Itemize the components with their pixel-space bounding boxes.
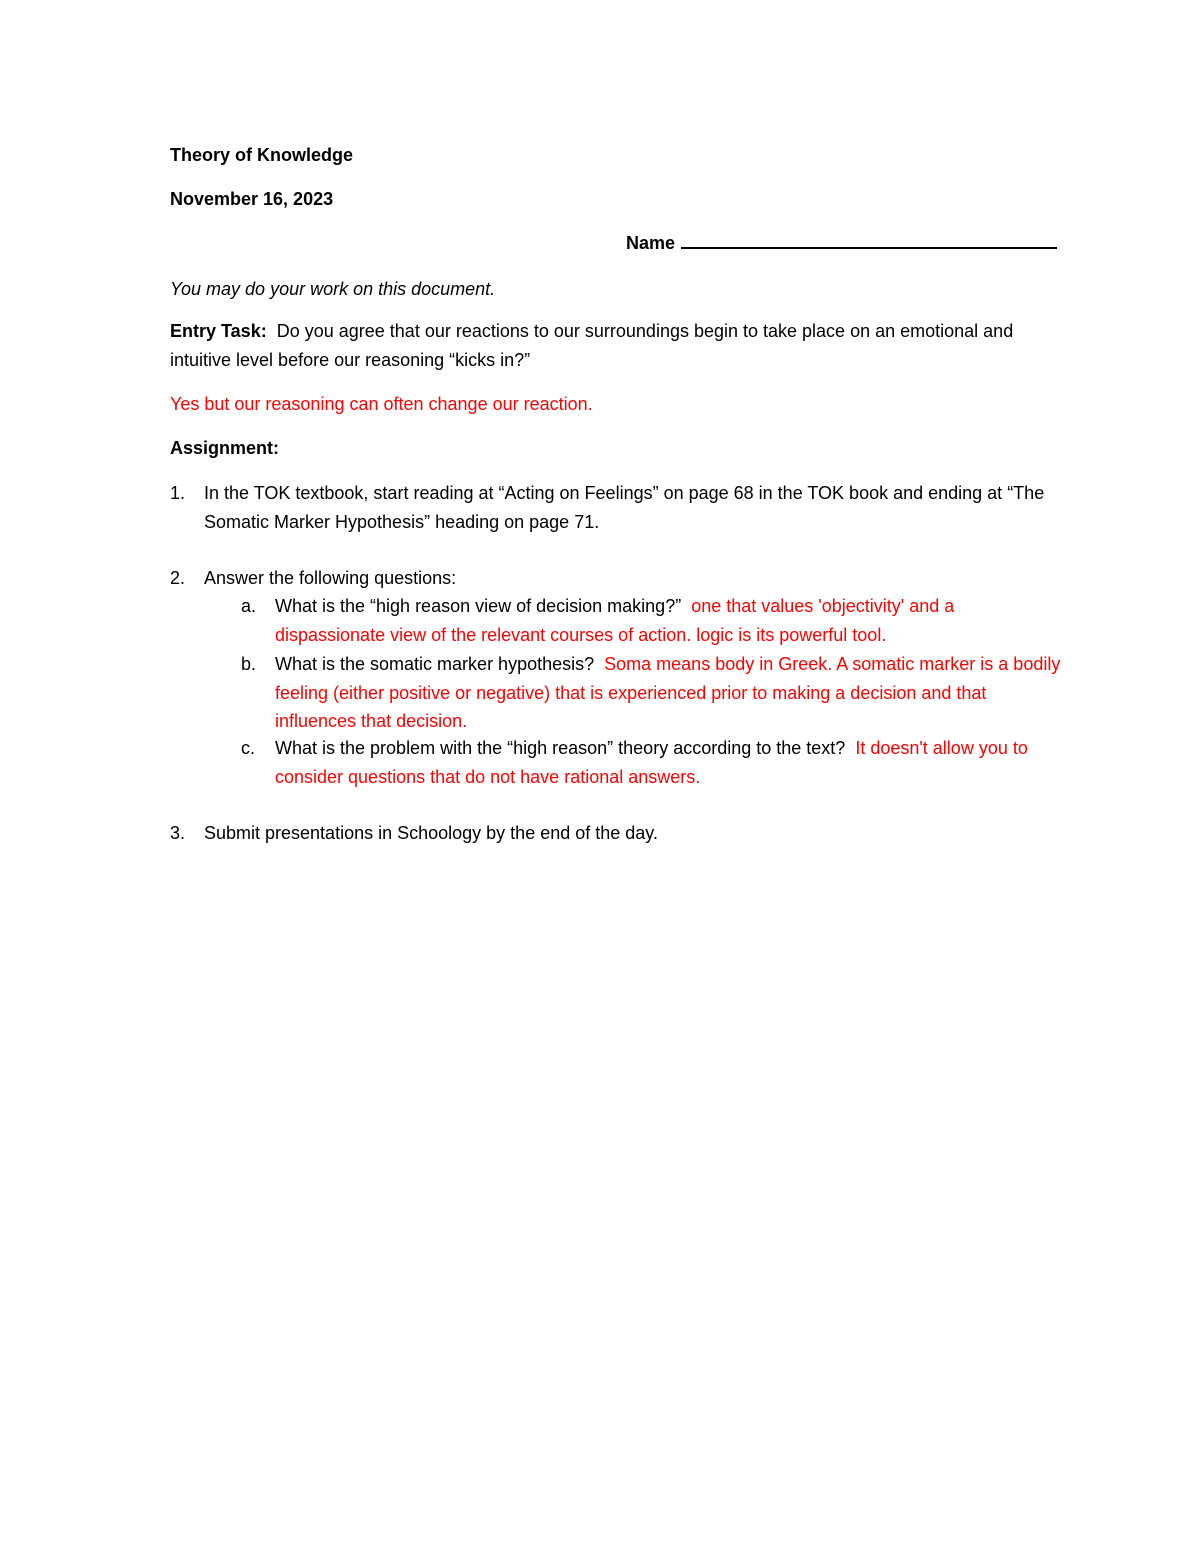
question-b xyxy=(275,650,1065,736)
entry-task-label: Entry Task: xyxy=(170,321,267,341)
course-title: Theory of Knowledge xyxy=(170,145,354,165)
assignment-item-3: Submit presentations in Schoology by the end of the day. xyxy=(204,823,658,843)
question-a-answer: one that values 'objectivity' and a dispassionate view of the relevant courses of action. logic is its powerful tool. xyxy=(275,596,955,645)
question-a-text: What is the “high reason view of decision making?” xyxy=(275,596,682,616)
entry-task xyxy=(170,317,1060,374)
instructions-note: You may do your work on this document. xyxy=(170,279,496,299)
question-a xyxy=(275,592,1065,649)
assignment-item-1: In the TOK textbook, start reading at “Acting on Feelings” on page 68 in the TOK book and ending at “The Somatic Marker Hypothesis” heading on page 71. xyxy=(204,483,1045,532)
list-item-number: 3. xyxy=(170,823,186,843)
sub-item-letter: a. xyxy=(241,596,257,616)
sub-item-letter: b. xyxy=(241,654,257,674)
assignment-item-2: Answer the following questions: xyxy=(204,568,457,588)
question-c-text: What is the problem with the “high reason” theory according to the text? xyxy=(275,738,846,758)
question-c xyxy=(275,734,1035,791)
document-date: November 16, 2023 xyxy=(170,189,334,209)
list-item-number: 2. xyxy=(170,568,186,588)
name-label: Name xyxy=(626,233,676,253)
entry-task-question: Do you agree that our reactions to our surroundings begin to take place on an emotional and intuitive level before our reasoning “kicks in?” xyxy=(170,321,1014,370)
name-blank-line[interactable] xyxy=(681,229,1057,249)
name-field[interactable] xyxy=(626,229,1057,257)
question-b-text: What is the somatic marker hypothesis? xyxy=(275,654,595,674)
sub-item-letter: c. xyxy=(241,738,256,758)
assignment-heading: Assignment: xyxy=(170,438,280,458)
question-b-answer: Soma means body in Greek. A somatic marker is a bodily feeling (either positive or negative) that is experienced prior to making a decision and that influences that decision. xyxy=(275,654,1061,731)
question-c-answer: It doesn't allow you to consider questions that do not have rational answers. xyxy=(275,738,1028,787)
entry-task-answer: Yes but our reasoning can often change our reaction. xyxy=(170,394,593,414)
list-item-number: 1. xyxy=(170,483,186,503)
